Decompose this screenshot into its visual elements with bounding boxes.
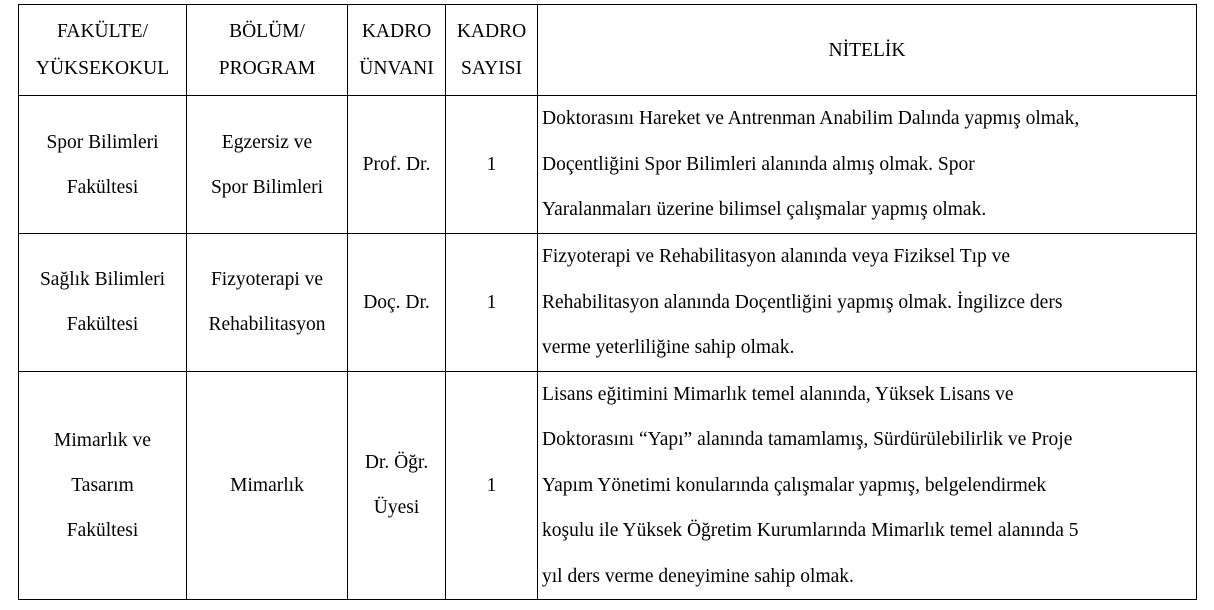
cell-line: Doçentliğini Spor Bilimleri alanında almış olmak. Spor (542, 153, 975, 175)
cell-line: Fakültesi (66, 314, 139, 336)
cell-line: Tasarım (71, 474, 134, 496)
header-department-line: BÖLÜM/ (229, 21, 305, 42)
cell-title (348, 234, 446, 372)
cell-line: Mimarlık (230, 474, 304, 496)
cell-line: yıl ders verme deneyimine sahip olmak. (542, 565, 854, 587)
cell-line: verme yeterliliğine sahip olmak. (542, 337, 795, 358)
table-row (19, 234, 1197, 372)
cell-line: Egzersiz ve (221, 131, 313, 153)
header-title-line: KADRO (361, 21, 432, 42)
staff-position-table (18, 4, 1197, 600)
header-faculty-line: FAKÜLTE/ (56, 21, 148, 42)
cell-count: 1 (446, 371, 538, 600)
table-row (19, 371, 1197, 600)
header-count-line: KADRO (456, 21, 527, 42)
header-title (348, 5, 446, 96)
header-count (446, 5, 538, 96)
cell-faculty (19, 371, 187, 600)
cell-count: 1 (446, 234, 538, 372)
header-count-line: SAYISI (460, 58, 523, 79)
cell-line: Doç. Dr. (363, 291, 430, 313)
header-qualification: NİTELİK (538, 5, 1197, 96)
header-row (19, 5, 1197, 96)
header-faculty-line: YÜKSEKOKUL (35, 58, 170, 79)
cell-line: Sağlık Bilimleri (39, 269, 166, 291)
header-department-line: PROGRAM (218, 58, 316, 79)
cell-count: 1 (446, 96, 538, 234)
cell-department (187, 234, 348, 372)
cell-line: Prof. Dr. (362, 154, 431, 175)
cell-line: Dr. Öğr. (364, 452, 429, 474)
cell-line: Fizyoterapi ve (210, 269, 324, 291)
cell-line: Fakültesi (66, 519, 139, 541)
cell-faculty (19, 96, 187, 234)
cell-line: Lisans eğitimini Mimarlık temel alanında, Yüksek Lisans ve (542, 383, 1014, 405)
cell-title (348, 96, 446, 234)
cell-line: koşulu ile Yüksek Öğretim Kurumlarında Mimarlık temel alanında 5 (542, 520, 1079, 541)
table-row (19, 96, 1197, 234)
cell-line: Rehabilitasyon alanında Doçentliğini yapmış olmak. İngilizce ders (542, 291, 1063, 313)
header-department (187, 5, 348, 96)
cell-qualification (538, 371, 1197, 600)
cell-line: Fakültesi (66, 176, 139, 198)
header-title-line: ÜNVANI (359, 58, 434, 79)
cell-title (348, 371, 446, 600)
cell-line: Yapım Yönetimi konularında çalışmalar yapmış, belgelendirmek (542, 474, 1047, 496)
cell-line: Mimarlık ve (54, 429, 151, 451)
cell-line: Üyesi (373, 497, 420, 519)
cell-line: Doktorasını “Yapı” alanında tamamlamış, Sürdürülebilirlik ve Proje (542, 429, 1073, 450)
cell-qualification (538, 96, 1197, 234)
cell-line: Fizyoterapi ve Rehabilitasyon alanında veya Fiziksel Tıp ve (542, 246, 1011, 267)
cell-faculty (19, 234, 187, 372)
cell-line: Yaralanmaları üzerine bilimsel çalışmalar yapmış olmak. (542, 199, 987, 221)
cell-line: Spor Bilimleri (210, 176, 324, 198)
cell-department (187, 96, 348, 234)
cell-department (187, 371, 348, 600)
cell-qualification (538, 234, 1197, 372)
cell-line: Spor Bilimleri (46, 131, 159, 153)
cell-line: Rehabilitasyon (208, 314, 326, 336)
header-faculty (19, 5, 187, 96)
cell-line: Doktorasını Hareket ve Antrenman Anabilim Dalında yapmış olmak, (542, 108, 1080, 130)
